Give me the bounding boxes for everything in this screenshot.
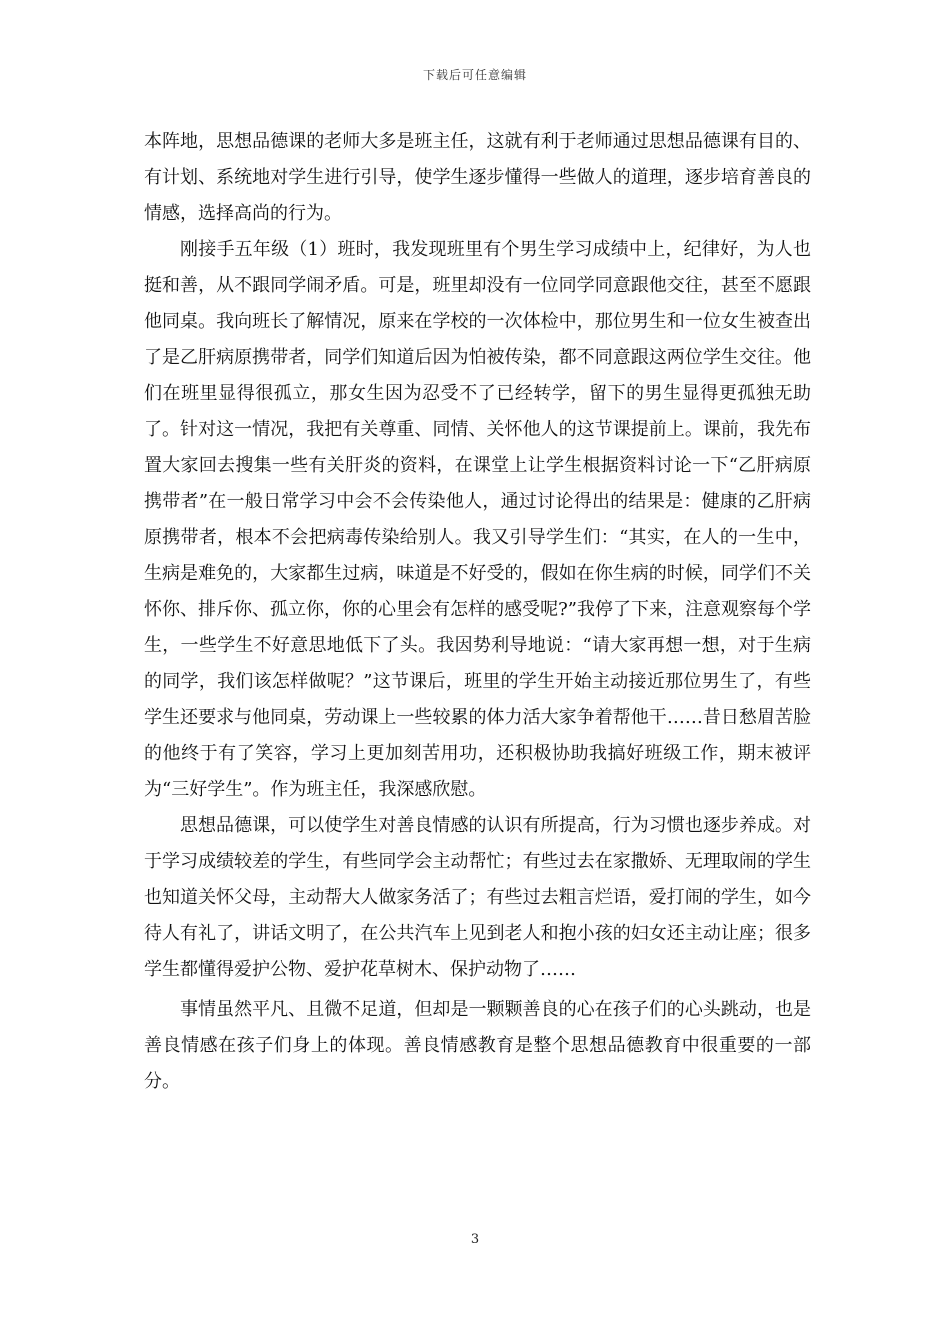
paragraph-continuation: 本阵地，思想品德课的老师大多是班主任，这就有利于老师通过思想品德课有目的、有计划、系统地对学生进行引导，使学生逐步懂得一些做人的道理，逐步培育善良的情感，选择高尚的行为。 — [144, 131, 811, 224]
paragraph-conclusion: 事情虽然平凡、且微不足道，但却是一颗颗善良的心在孩子们的心头跳动，也是善良情感在孩子们身上的体现。善良情感教育是整个思想品德教育中很重要的一部分。 — [144, 999, 811, 1092]
paragraph-effects: 思想品德课，可以使学生对善良情感的认识有所提高，行为习惯也逐步养成。对于学习成绩较差的学生，有些同学会主动帮忙；有些过去在家撒娇、无理取闹的学生也知道关怀父母，主动帮大人做家务活了；有些过去粗言烂语，爱打闹的学生，如今待人有礼了，讲话文明了，在公共汽车上见到老人和抱小孩的妇女还主动让座；很多学生都懂得爱护公物、爱护花草树木、保护动物了…… — [144, 815, 811, 980]
page-header: 下载后可任意编辑 — [422, 68, 527, 82]
document-body — [144, 124, 811, 1100]
paragraph-story: 刚接手五年级（1）班时，我发现班里有个男生学习成绩中上，纪律好，为人也挺和善，从不跟同学闹矛盾。可是，班里却没有一位同学同意跟他交往，甚至不愿跟他同桌。我向班长了解情况，原来在学校的一次体检中，那位男生和一位女生被查出了是乙肝病原携带者，同学们知道后因为怕被传染，都不同意跟这两位学生交往。他们在班里显得很孤立，那女生因为忍受不了已经转学，留下的男生显得更孤独无助了。针对这一情况，我把有关尊重、同情、关怀他人的这节课提前上。课前，我先布置大家回去搜集一些有关肝炎的资料，在课堂上让学生根据资料讨论一下“乙肝病原携带者”在一般日常学习中会不会传染他人，通过讨论得出的结果是：健康的乙肝病原携带者，根本不会把病毒传染给别人。我又引导学生们：“其实，在人的一生中，生病是难免的，大家都生过病，味道是不好受的，假如在你生病的时候，同学们不关怀你、排斥你、孤立你，你的心里会有怎样的感受呢?”我停了下来，注意观察每个学生，一些学生不好意思地低下了头。我因势利导地说：“请大家再想一想，对于生病的同学，我们该怎样做呢？”这节课后，班里的学生开始主动接近那位男生了，有些学生还要求与他同桌，劳动课上一些较累的体力活大家争着帮他干……昔日愁眉苦脸的他终于有了笑容，学习上更加刻苦用功，还积极协助我搞好班级工作，期末被评为“三好学生”。作为班主任，我深感欣慰。 — [144, 239, 811, 800]
page-number: 3 — [470, 1232, 480, 1247]
